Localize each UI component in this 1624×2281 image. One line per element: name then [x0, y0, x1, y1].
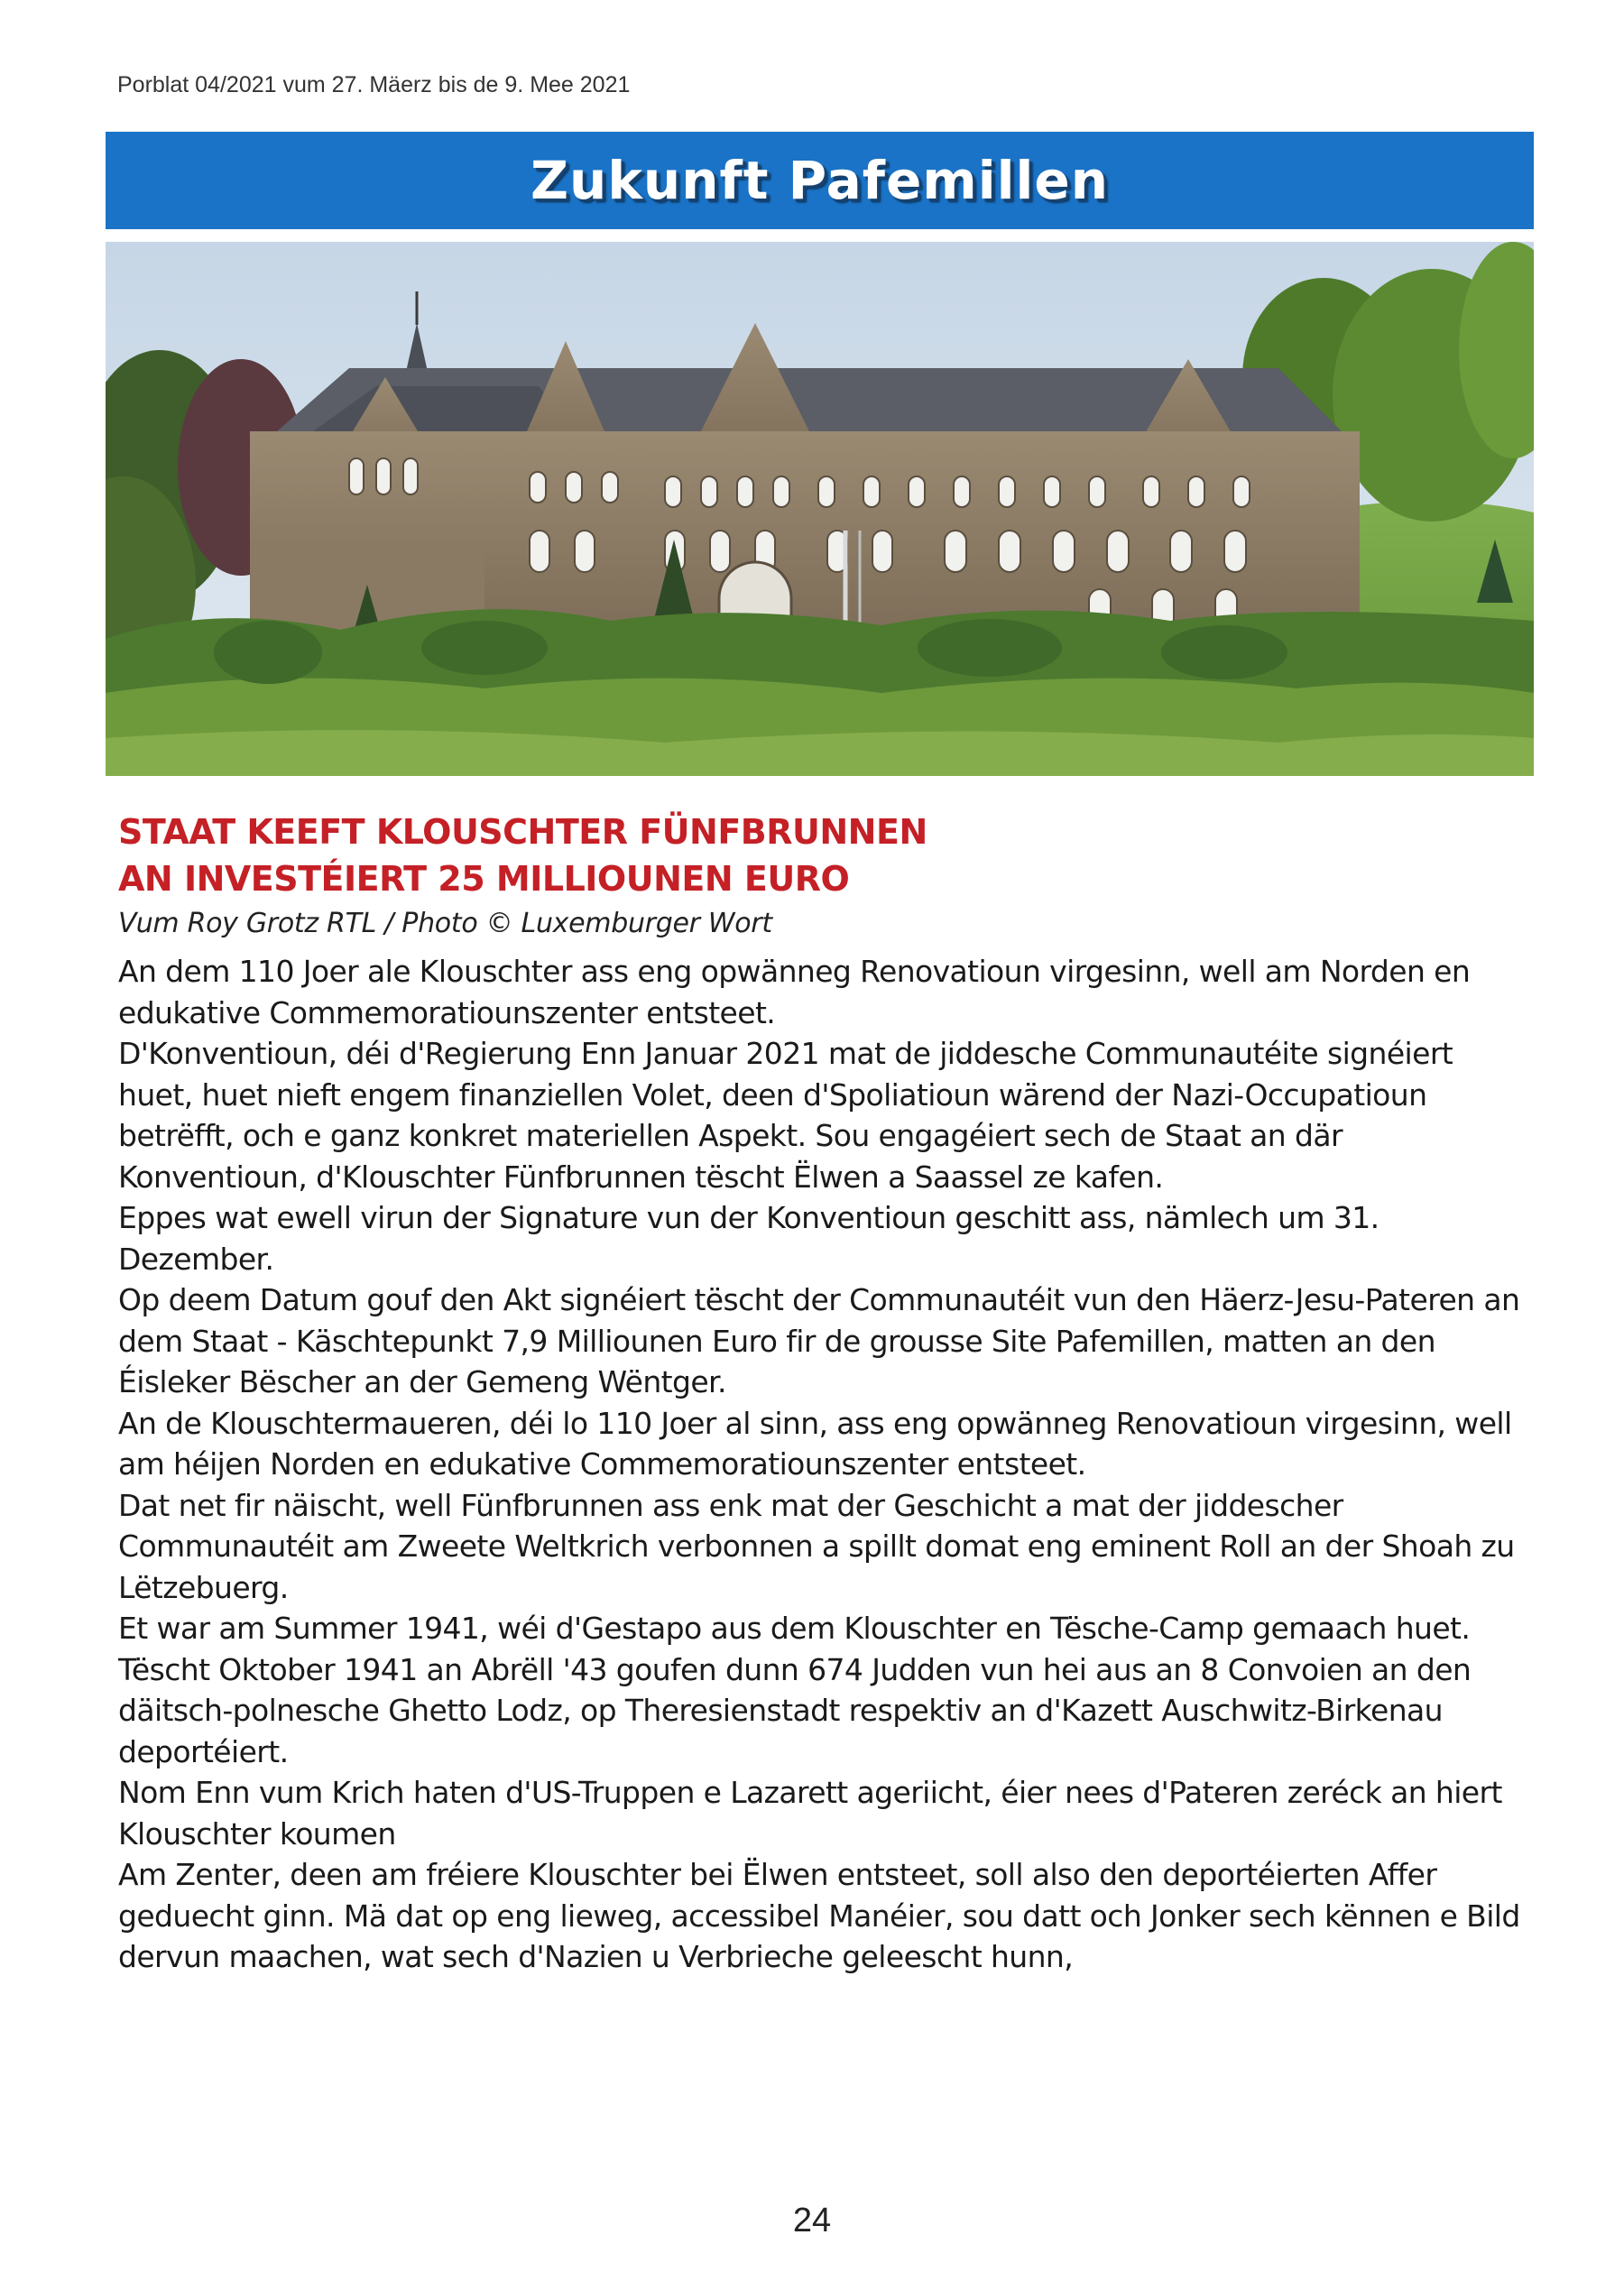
monastery-photo	[106, 242, 1534, 776]
paragraph: Et war am Summer 1941, wéi d'Gestapo aus dem Klouschter en Tësche-Camp gemaach huet.	[118, 1611, 1471, 1646]
section-title: Zukunft Pafemillen	[530, 150, 1110, 211]
paragraph: Nom Enn vum Krich haten d'US-Truppen e Lazarett ageriicht, éier nees d'Pateren zeréck an hiert Klouschter koumen	[118, 1775, 1502, 1852]
article-byline: Vum Roy Grotz RTL / Photo © Luxemburger Wort	[118, 908, 772, 939]
headline-line-1: STAAT KEEFT KLOUSCHTER FÜNFBRUNNEN	[118, 812, 927, 852]
headline-line-2: AN INVESTÉIERT 25 MILLIOUNEN EURO	[118, 859, 850, 899]
paragraph: Op deem Datum gouf den Akt signéiert tëscht der Communautéit vun den Häerz-Jesu-Pateren an dem Staat - Käschtepunkt 7,9 Milliounen Euro fir de grousse Site Pafemillen, matten an den Éisleker Bëscher an der Gemeng Wëntger.	[118, 1282, 1520, 1399]
running-header: Porblat 04/2021 vum 27. Mäerz bis de 9. Mee 2021	[117, 72, 631, 97]
article-headline	[118, 808, 1526, 902]
paragraph: Tëscht Oktober 1941 an Abrëll '43 goufen dunn 674 Judden vun hei aus an 8 Convoien an den däitsch-polnesche Ghetto Lodz, op Theresienstadt respektiv an d'Kazett Auschwitz-Birkenau deportéiert.	[118, 1651, 1472, 1769]
paragraph: An de Klouschtermaueren, déi lo 110 Joer al sinn, ass eng opwänneg Renovatioun virgesinn, well am héijen Norden en edukative Commemoratiounszenter entsteet.	[118, 1405, 1512, 1482]
paragraph: Dat net fir näischt, well Fünfbrunnen ass enk mat der Geschicht a mat der jiddescher Communautéit am Zweete Weltkrich verbonnen a spillt domat eng eminent Roll an der Shoah zu Lëtzebuerg.	[118, 1487, 1515, 1605]
section-banner	[106, 132, 1534, 229]
paragraph: Eppes wat ewell virun der Signature vun der Konventioun geschitt ass, nämlech um 31. Dezember.	[118, 1200, 1379, 1277]
paragraph: An dem 110 Joer ale Klouschter ass eng opwänneg Renovatioun virgesinn, well am Norden en edukative Commemoratiounszenter entsteet.	[118, 954, 1471, 1030]
page-number: 24	[792, 2202, 832, 2239]
paragraph: D'Konventioun, déi d'Regierung Enn Januar 2021 mat de jiddesche Communautéite signéiert huet, huet nieft engem finanziellen Volet, deen d'Spoliatioun wärend der Nazi-Occupatioun betrëfft, och e ganz konkret materiellen Aspekt. Sou engagéiert sech de Staat an där Konventioun, d'Klouschter Fünfbrunnen tëscht Ëlwen a Saassel ze kafen.	[118, 1036, 1453, 1195]
article-body	[118, 951, 1527, 1978]
paragraph: Am Zenter, deen am fréiere Klouschter bei Ëlwen entsteet, soll also den deportéierten Affer geduecht ginn. Mä dat op eng lieweg, accessibel Manéier, sou datt och Jonker sech kënnen e Bild dervun maachen, wat sech d'Nazien u Verbrieche geleescht hunn,	[118, 1857, 1520, 1974]
